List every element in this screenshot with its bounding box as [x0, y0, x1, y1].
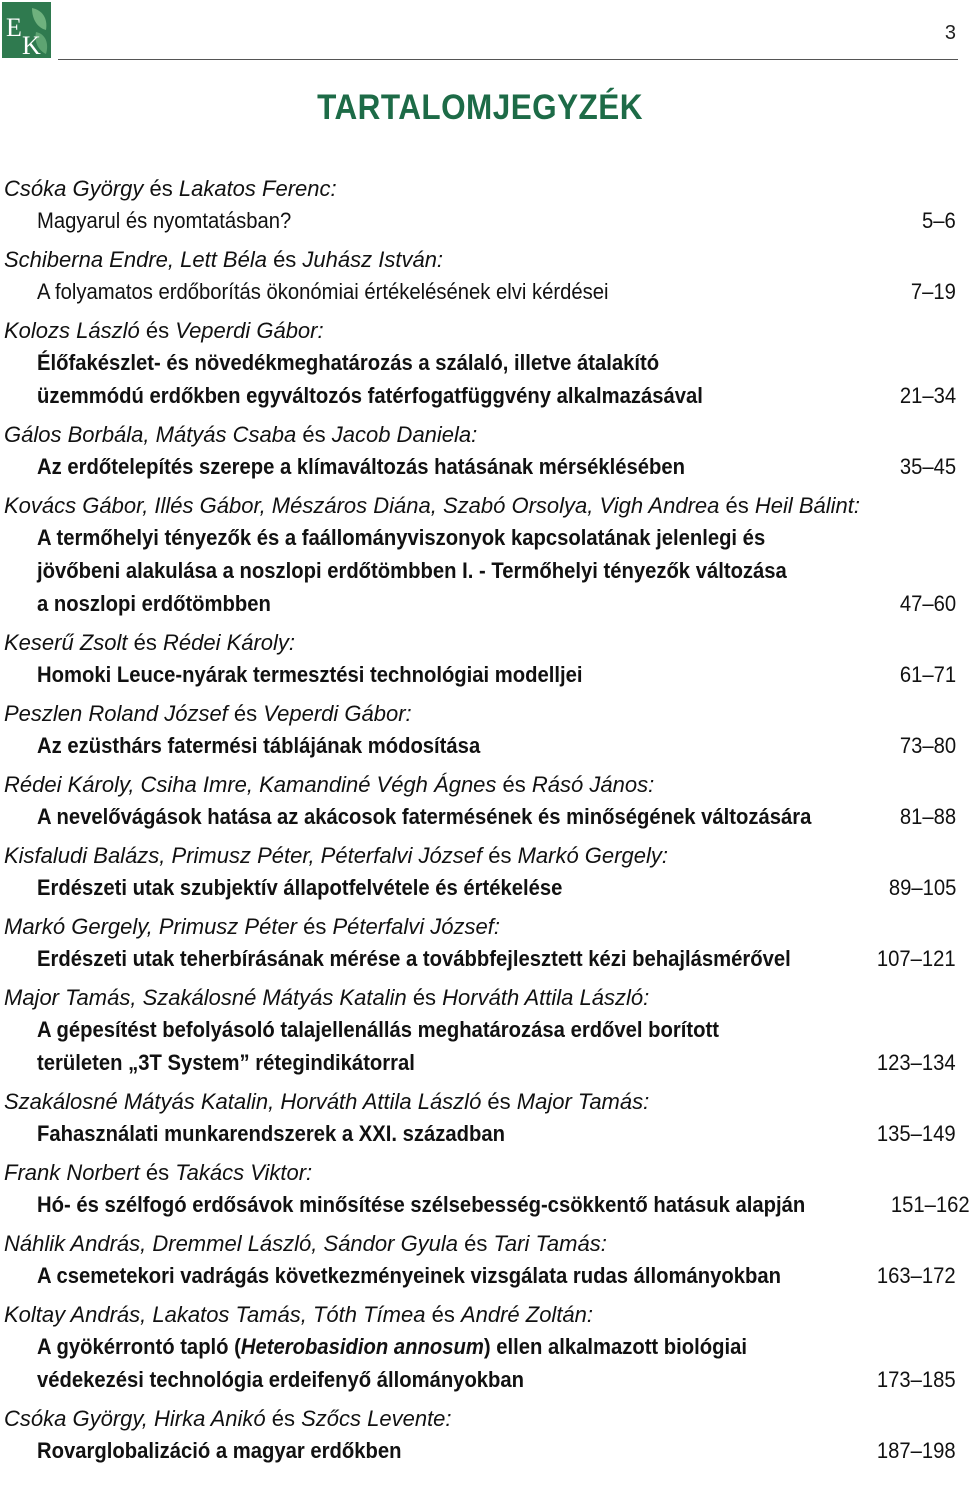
toc-entry-pages: 173–185 [877, 1367, 956, 1392]
toc-entry-pages: 21–34 [899, 383, 956, 408]
toc-entry-line [4, 379, 956, 412]
toc-entry-pages: 107–121 [877, 946, 956, 971]
journal-logo [2, 2, 51, 58]
toc-entry-title: a noszlopi erdőtömbben [37, 591, 271, 616]
page-title: TARTALOMJEGYZÉK [317, 88, 643, 127]
toc-entry [4, 1087, 956, 1150]
table-of-contents [4, 174, 970, 1475]
toc-entry-title: A nevelővágások hatása az akácosok fatermésének és minőségének változására [37, 804, 812, 829]
toc-entry-pages: 47–60 [899, 591, 956, 616]
toc-entry-pages: 5–6 [922, 208, 956, 233]
toc-entry-line [4, 450, 956, 483]
toc-entry-line [4, 587, 956, 620]
toc-entry-authors: Rédei Károly, Csiha Imre, Kamandiné Végh Ágnes és Rásó János: [4, 772, 655, 797]
leaf-logo-icon [2, 2, 51, 58]
toc-entry-pages: 81–88 [899, 804, 956, 829]
toc-entry-authors: Frank Norbert és Takács Viktor: [4, 1160, 313, 1185]
toc-entry [4, 699, 956, 762]
toc-entry-line [4, 1363, 956, 1396]
svg-text:E: E [6, 13, 22, 42]
toc-entry-line [4, 942, 956, 975]
toc-entry-authors: Csóka György és Lakatos Ferenc: [4, 176, 337, 201]
toc-entry-authors: Koltay András, Lakatos Tamás, Tóth Tímea és André Zoltán: [4, 1302, 594, 1327]
toc-entry [4, 912, 956, 975]
toc-entry-authors: Gálos Borbála, Mátyás Csaba és Jacob Daniela: [4, 422, 478, 447]
toc-entry-title-line: Élőfakészlet- és növedékmeghatározás a szálaló, illetve átalakító [37, 350, 660, 375]
toc-entry-authors: Kolozs László és Veperdi Gábor: [4, 318, 324, 343]
toc-entry-title-line: A gyökérrontó tapló (Heterobasidion annosum) ellen alkalmazott biológiai [37, 1334, 748, 1359]
toc-entry-line [4, 1434, 956, 1467]
toc-entry-line [4, 729, 956, 762]
toc-entry-authors: Csóka György, Hirka Anikó és Szőcs Levente: [4, 1406, 452, 1431]
toc-entry-pages: 163–172 [877, 1263, 956, 1288]
toc-entry-line [4, 658, 956, 691]
toc-entry-title: Az erdőtelepítés szerepe a klímaváltozás hatásának mérséklésében [37, 454, 686, 479]
toc-entry-title: Fahasználati munkarendszerek a XXI. században [37, 1121, 505, 1146]
page-number: 3 [944, 22, 956, 44]
toc-entry-title: A csemetekori vadrágás következményeinek vizsgálata rudas állományokban [37, 1263, 781, 1288]
toc-entry [4, 1300, 956, 1396]
toc-entry [4, 1158, 970, 1221]
toc-entry-title: védekezési technológia erdeifenyő állományokban [37, 1367, 525, 1392]
toc-entry-line [4, 204, 956, 237]
toc-entry-line [4, 1046, 956, 1079]
toc-entry-authors: Markó Gergely, Primusz Péter és Péterfalvi József: [4, 914, 500, 939]
toc-entry-title: Magyarul és nyomtatásban? [37, 208, 292, 233]
toc-entry-pages: 187–198 [877, 1438, 956, 1463]
toc-entry [4, 174, 956, 237]
toc-entry-title-line: A gépesítést befolyásoló talajellenállás meghatározása erdővel borított [37, 1017, 719, 1042]
toc-entry-authors: Schiberna Endre, Lett Béla és Juhász István: [4, 247, 444, 272]
toc-entry-line [4, 1259, 956, 1292]
toc-entry-title: üzemmódú erdőkben egyváltozós fatérfogatfüggvény alkalmazásával [37, 383, 703, 408]
toc-entry-title: területen „3T System” rétegindikátorral [37, 1050, 415, 1075]
toc-entry-title-line: A termőhelyi tényezők és a faállományviszonyok kapcsolatának jelenlegi és [37, 525, 766, 550]
toc-entry-pages: 7–19 [910, 279, 956, 304]
toc-entry-authors: Náhlik András, Dremmel László, Sándor Gyula és Tari Tamás: [4, 1231, 607, 1256]
toc-entry-pages: 123–134 [877, 1050, 956, 1075]
toc-entry-authors: Keserű Zsolt és Rédei Károly: [4, 630, 296, 655]
toc-entry-pages: 135–149 [877, 1121, 956, 1146]
toc-entry [4, 316, 956, 412]
toc-entry-line [4, 800, 956, 833]
toc-entry-title: Erdészeti utak szubjektív állapotfelvétele és értékelése [37, 875, 563, 900]
toc-entry-title: Hó- és szélfogó erdősávok minősítése szélsebesség-csökkentő hatásuk alapján [37, 1192, 806, 1217]
toc-entry-title: Erdészeti utak teherbírásának mérése a továbbfejlesztett kézi behajlásmérővel [37, 946, 791, 971]
toc-entry [4, 1229, 956, 1292]
toc-entry-authors: Szakálosné Mátyás Katalin, Horváth Attila László és Major Tamás: [4, 1089, 650, 1114]
toc-entry-authors: Major Tamás, Szakálosné Mátyás Katalin és Horváth Attila László: [4, 985, 650, 1010]
toc-entry-title: A folyamatos erdőborítás ökonómiai értékelésének elvi kérdései [37, 279, 609, 304]
toc-entry [4, 770, 956, 833]
toc-entry-pages: 73–80 [899, 733, 956, 758]
toc-entry [4, 1404, 956, 1467]
toc-entry-line [4, 275, 956, 308]
toc-entry-title: Homoki Leuce-nyárak termesztési technológiai modelljei [37, 662, 583, 687]
toc-entry-pages: 61–71 [899, 662, 956, 687]
toc-entry-title: Rovarglobalizáció a magyar erdőkben [37, 1438, 402, 1463]
toc-entry [4, 491, 956, 620]
toc-entry-line [4, 1188, 970, 1221]
svg-text:K: K [22, 31, 41, 60]
toc-entry [4, 420, 956, 483]
header-rule [58, 59, 958, 60]
toc-entry-line [4, 871, 956, 904]
toc-entry-authors: Peszlen Roland József és Veperdi Gábor: [4, 701, 412, 726]
toc-entry-title-line: jövőbeni alakulása a noszlopi erdőtömbben I. - Termőhelyi tényezők változása [37, 558, 787, 583]
toc-entry-pages: 151–162 [890, 1192, 970, 1217]
toc-entry-authors: Kisfaludi Balázs, Primusz Péter, Péterfalvi József és Markó Gergely: [4, 843, 668, 868]
toc-entry [4, 983, 956, 1079]
toc-entry-authors: Kovács Gábor, Illés Gábor, Mészáros Diána, Szabó Orsolya, Vigh Andrea és Heil Bálint: [4, 493, 860, 518]
toc-entry-title: Az ezüsthárs fatermési táblájának módosítása [37, 733, 481, 758]
toc-entry-pages: 89–105 [888, 875, 956, 900]
toc-entry-pages: 35–45 [899, 454, 956, 479]
toc-entry [4, 245, 956, 308]
toc-entry [4, 841, 956, 904]
toc-entry-line [4, 1117, 956, 1150]
toc-entry [4, 628, 956, 691]
